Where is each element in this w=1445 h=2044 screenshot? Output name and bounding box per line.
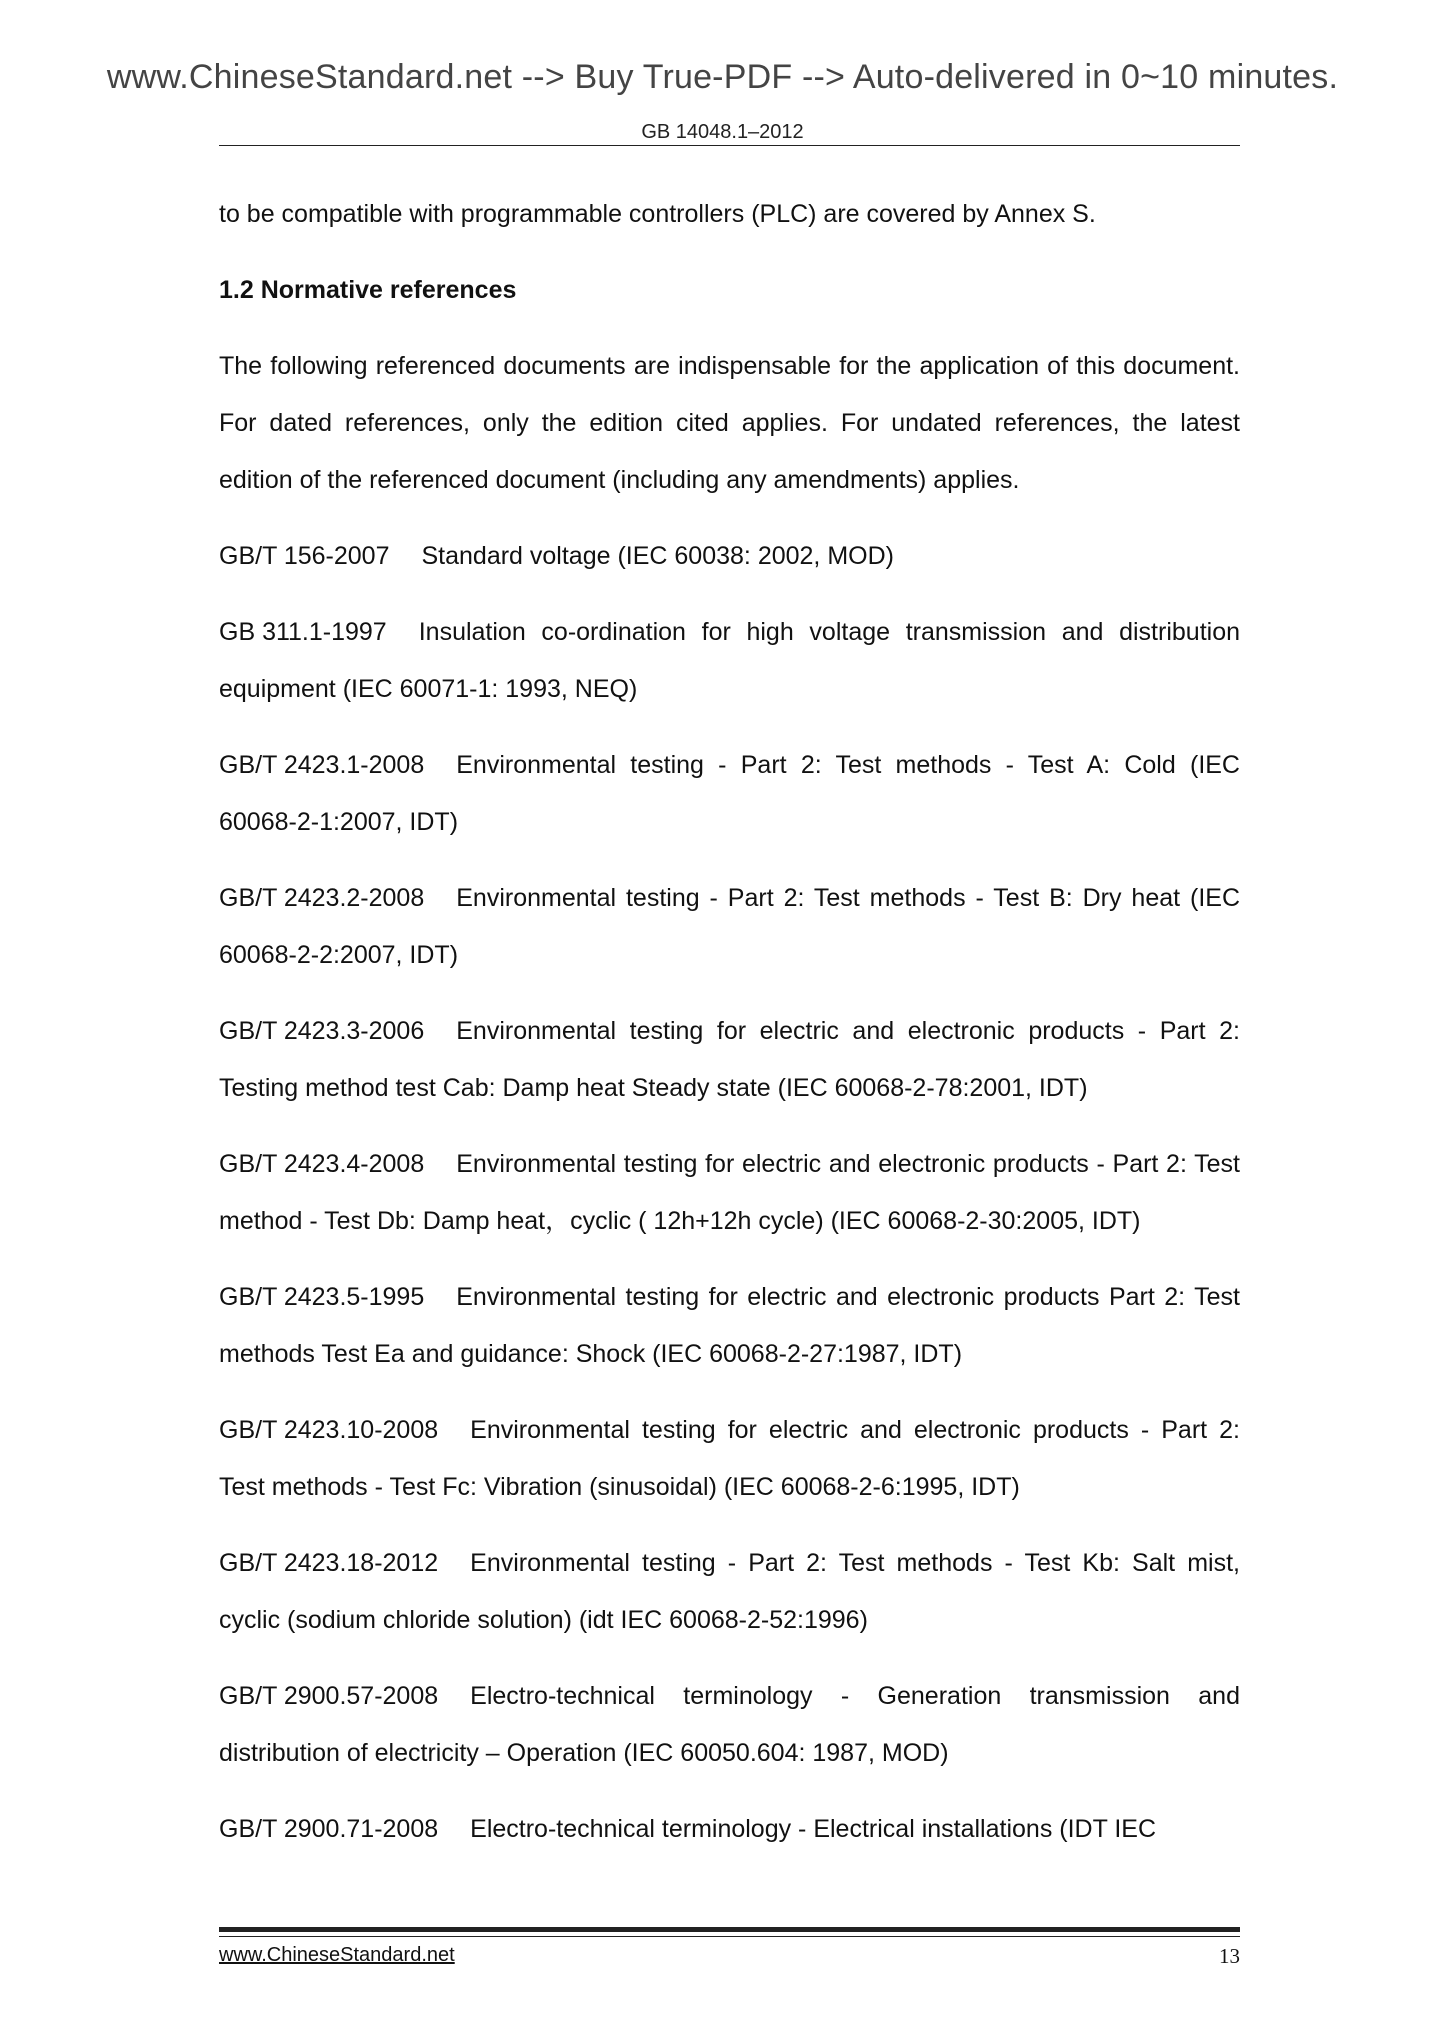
reference-title: Environmental testing - Part 2: Test methods - Test A: Cold (IEC 60068-2-1:2007, IDT) xyxy=(219,751,1240,836)
reference-title: Environmental testing for electric and electronic products Part 2: Test methods Test Ea and guidance: Shock (IEC 60068-2-27:1987, IDT) xyxy=(219,1283,1240,1368)
reference-item xyxy=(219,870,1240,984)
reference-code: GB/T 2423.4-2008 xyxy=(219,1150,425,1178)
reference-item xyxy=(219,1535,1240,1649)
reference-item xyxy=(219,1136,1240,1250)
reference-title: Electro-technical terminology - Generation transmission and distribution of electricity – Operation (IEC 60050.604: 1987, MOD) xyxy=(219,1682,1240,1767)
reference-title: Standard voltage (IEC 60038: 2002, MOD) xyxy=(421,542,894,570)
reference-item xyxy=(219,1801,1240,1858)
reference-item xyxy=(219,1003,1240,1117)
reference-code: GB/T 2423.3-2006 xyxy=(219,1017,425,1045)
page-number: 13 xyxy=(1219,1944,1240,1968)
reference-title: Environmental testing for electric and electronic products - Part 2: Test methods - Test Fc: Vibration (sinusoidal) (IEC 60068-2-6:1995, IDT) xyxy=(219,1416,1240,1501)
intro-line: to be compatible with programmable controllers (PLC) are covered by Annex S. xyxy=(219,200,1096,228)
reference-code: GB/T 2423.10-2008 xyxy=(219,1416,439,1444)
document-body xyxy=(219,186,1240,1877)
reference-title: Electro-technical terminology - Electrical installations (IDT IEC xyxy=(470,1815,1157,1843)
section-heading: 1.2 Normative references xyxy=(219,276,517,304)
reference-item xyxy=(219,1668,1240,1782)
document-code: GB 14048.1–2012 xyxy=(641,121,804,143)
reference-title: Environmental testing for electric and electronic products - Part 2: Testing method test Cab: Damp heat Steady state (IEC 60068-2-78:2001, IDT) xyxy=(219,1017,1240,1102)
reference-code: GB/T 2900.57-2008 xyxy=(219,1682,439,1710)
reference-code: GB/T 2423.5-1995 xyxy=(219,1283,425,1311)
reference-code: GB/T 156-2007 xyxy=(219,542,390,570)
section-paragraph: The following referenced documents are indispensable for the application of this document. For dated references, only the edition cited applies. For undated references, the latest edition of the referenced document (including any amendments) applies. xyxy=(219,352,1240,494)
reference-code: GB 311.1-1997 xyxy=(219,618,387,646)
reference-item xyxy=(219,1402,1240,1516)
footer-divider-thin xyxy=(219,1936,1240,1937)
reference-code: GB/T 2423.2-2008 xyxy=(219,884,425,912)
reference-item xyxy=(219,604,1240,718)
footer-divider-thick xyxy=(219,1927,1240,1932)
reference-item xyxy=(219,528,1240,585)
reference-code: GB/T 2423.1-2008 xyxy=(219,751,425,779)
reference-title: Environmental testing - Part 2: Test methods - Test B: Dry heat (IEC 60068-2-2:2007, IDT) xyxy=(219,884,1240,969)
reference-code: GB/T 2900.71-2008 xyxy=(219,1815,439,1843)
page-banner: www.ChineseStandard.net --> Buy True-PDF --> Auto-delivered in 0~10 minutes. xyxy=(106,58,1339,96)
reference-title: Environmental testing - Part 2: Test methods - Test Kb: Salt mist, cyclic (sodium chloride solution) (idt IEC 60068-2-52:1996) xyxy=(219,1549,1240,1634)
header-divider xyxy=(219,145,1240,146)
reference-title: Environmental testing for electric and electronic products - Part 2: Test method - Test Db: Damp heat，cyclic ( 12h+12h cycle) (IEC 60068-2-30:2005, IDT) xyxy=(219,1150,1240,1235)
reference-code: GB/T 2423.18-2012 xyxy=(219,1549,439,1577)
reference-item xyxy=(219,1269,1240,1383)
reference-list xyxy=(219,528,1240,1858)
reference-item xyxy=(219,737,1240,851)
footer-website-link[interactable]: www.ChineseStandard.net xyxy=(219,1944,455,1966)
reference-title: Insulation co-ordination for high voltage transmission and distribution equipment (IEC 60071-1: 1993, NEQ) xyxy=(219,618,1240,703)
